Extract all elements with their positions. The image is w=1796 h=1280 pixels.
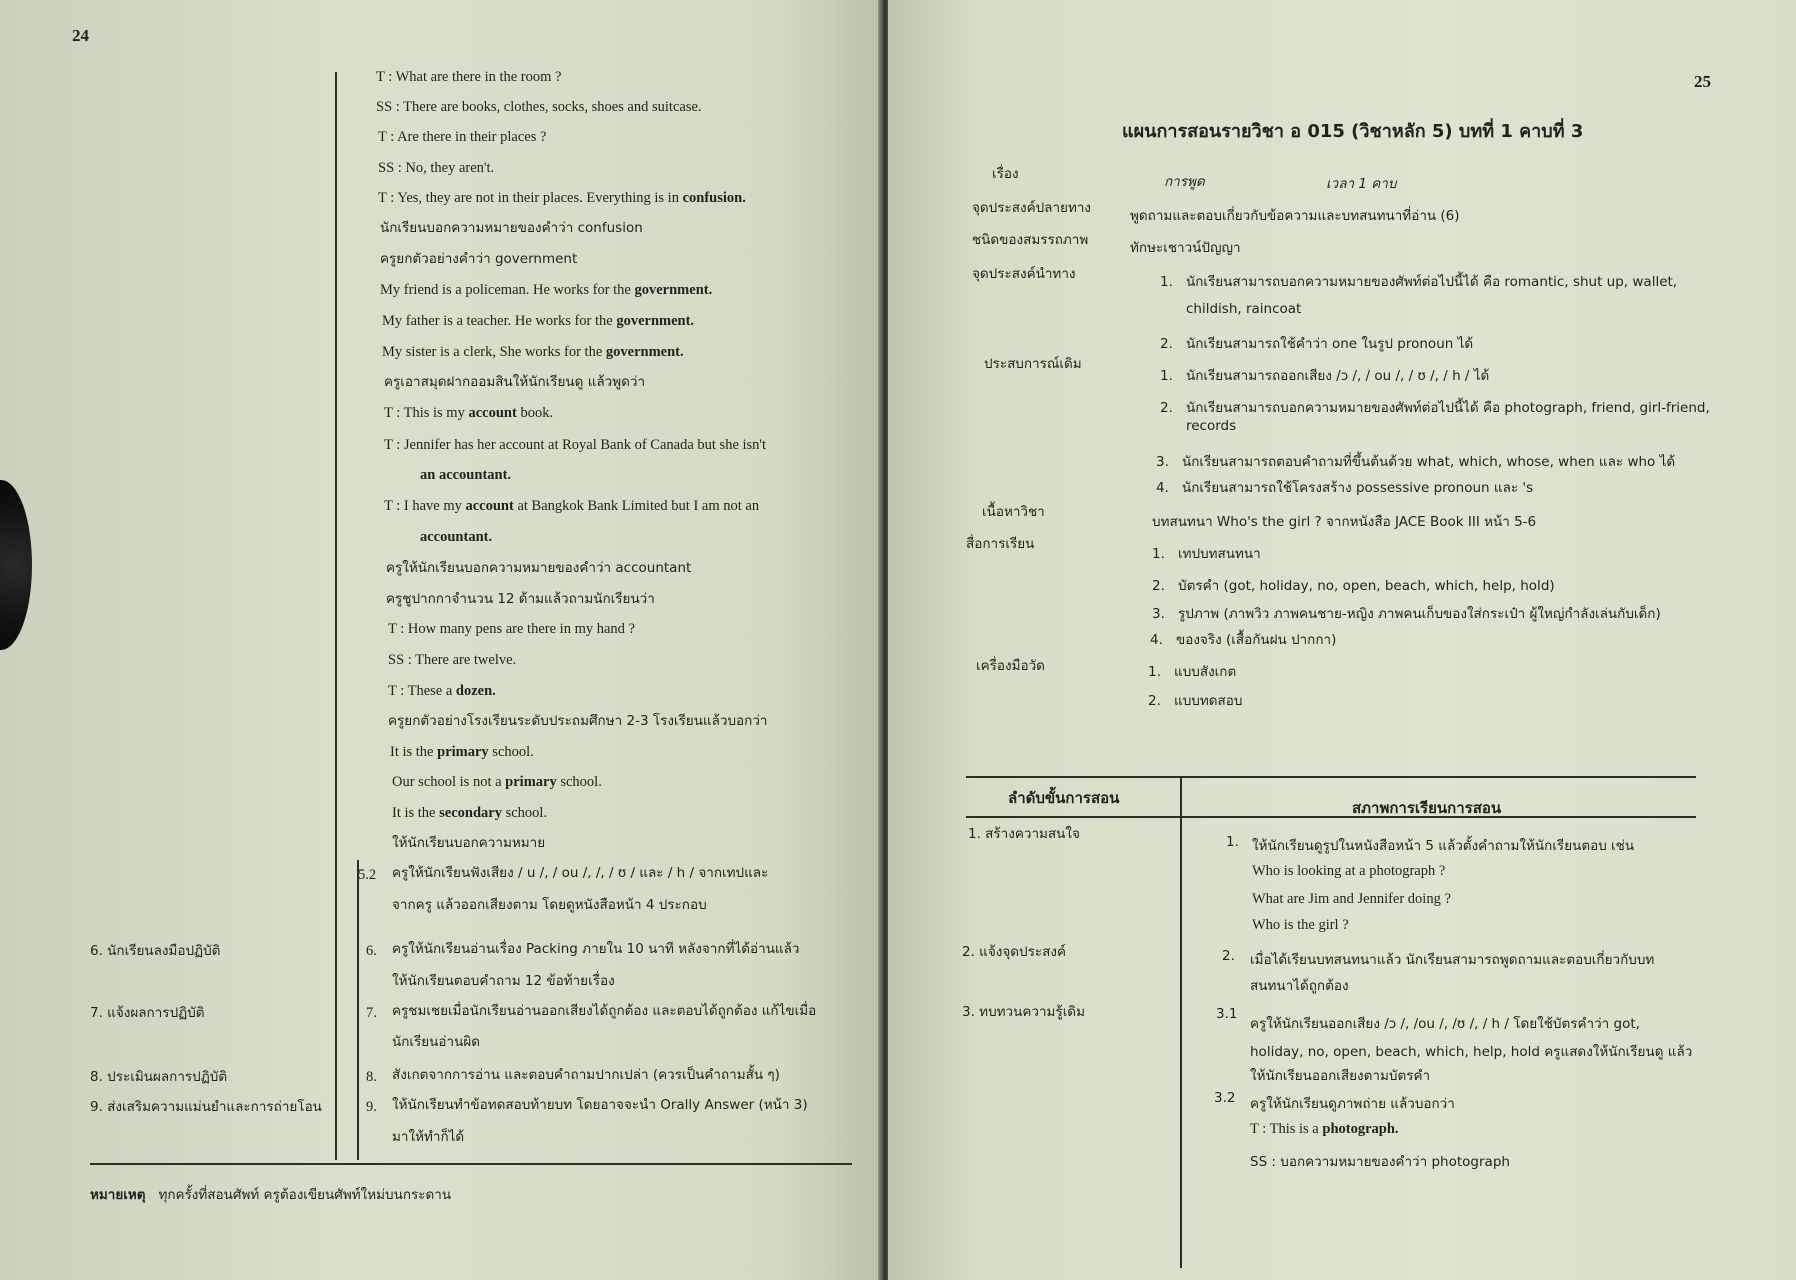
left-column-divider xyxy=(335,72,337,1160)
text-line: It is the secondary school. xyxy=(392,805,548,821)
table-step: 3. ทบทวนความรู้เดิม xyxy=(962,1004,1085,1020)
text-line: ครูยกตัวอย่างโรงเรียนระดับประถมศึกษา 2-3 โรงเรียนแล้วบอกว่า xyxy=(388,713,768,729)
table-header-steps: ลำดับขั้นการสอน xyxy=(1008,789,1120,807)
row-value: บทสนทนา Who's the girl ? จากหนังสือ JACE Book III หน้า 5-6 xyxy=(1152,514,1537,530)
activity-line: 2. xyxy=(1222,948,1235,964)
activity-line: Who is the girl ? xyxy=(1252,917,1349,933)
text-line: จากครู แล้วออกเสียงตาม โดยดูหนังสือหน้า 4 ประกอบ xyxy=(392,897,707,913)
media-item: 1. เทปบทสนทนา xyxy=(1152,546,1261,562)
media-item: 2. บัตรคำ (got, holiday, no, open, beach, which, help, hold) xyxy=(1152,578,1555,594)
experience-item: 1. นักเรียนสามารถออกเสียง /ɔ /, / ou /, / ʊ /, / h / ได้ xyxy=(1160,368,1490,384)
text-line: มาให้ทำก็ได้ xyxy=(392,1129,465,1145)
text-line: T : These a dozen. xyxy=(388,683,496,699)
text-line: ให้นักเรียนทำข้อทดสอบท้ายบท โดยอาจจะนำ Orally Answer (หน้า 3) xyxy=(392,1097,808,1113)
table-top-rule xyxy=(966,776,1696,778)
left-bottom-rule xyxy=(90,1163,852,1165)
tool-item: 1. แบบสังเกต xyxy=(1148,664,1237,680)
left-step-divider xyxy=(357,860,359,1160)
activity-line: ให้นักเรียนออกเสียงตามบัตรคำ xyxy=(1250,1068,1431,1084)
row-value: การพูด xyxy=(1164,174,1205,190)
row-label: ชนิดของสมรรถภาพ xyxy=(972,232,1089,248)
activity-line: 3.1 xyxy=(1216,1006,1238,1022)
text-line: T : This is my account book. xyxy=(384,405,554,421)
text-line: ครูชูปากกาจำนวน 12 ด้ามแล้วถามนักเรียนว่า xyxy=(386,591,655,607)
text-line: My friend is a policeman. He works for the government. xyxy=(380,282,713,298)
experience-item: 3. นักเรียนสามารถตอบคำถามที่ขึ้นต้นด้วย what, which, whose, when และ who ได้ xyxy=(1156,454,1676,470)
text-line: T : What are there in the room ? xyxy=(376,69,562,85)
text-line: 5.2 xyxy=(358,867,377,883)
objective-item: 2. นักเรียนสามารถใช้คำว่า one ในรูป pronoun ได้ xyxy=(1160,336,1474,352)
text-line: ครูให้นักเรียนอ่านเรื่อง Packing ภายใน 10 นาที หลังจากที่ได้อ่านแล้ว xyxy=(392,941,800,957)
page-number-right: 25 xyxy=(1694,72,1711,91)
step-label: 8. ประเมินผลการปฏิบัติ xyxy=(90,1069,228,1085)
lesson-title: แผนการสอนรายวิชา อ 015 (วิชาหลัก 5) บทที่ 1 คาบที่ 3 xyxy=(1122,121,1584,142)
text-line: T : How many pens are there in my hand ? xyxy=(388,621,635,637)
text-line: ครูให้นักเรียนบอกความหมายของคำว่า accountant xyxy=(386,560,692,576)
table-column-divider xyxy=(1180,778,1182,1268)
media-item: 4. ของจริง (เสื้อกันฝน ปากกา) xyxy=(1150,632,1337,648)
experience-item: 2. นักเรียนสามารถบอกความหมายของศัพท์ต่อไปนี้ได้ คือ photograph, friend, girl-friend, xyxy=(1160,400,1710,416)
text-line: My father is a teacher. He works for the government. xyxy=(382,313,695,329)
experience-item: 4. นักเรียนสามารถใช้โครงสร้าง possessive pronoun และ 's xyxy=(1156,480,1534,496)
step-label: 7. แจ้งผลการปฏิบัติ xyxy=(90,1005,205,1021)
row-value: ทักษะเชาวน์ปัญญา xyxy=(1130,240,1241,256)
text-line: SS : There are twelve. xyxy=(388,652,517,668)
note-label: หมายเหตุ xyxy=(90,1187,146,1203)
activity-line: สนทนาได้ถูกต้อง xyxy=(1250,978,1349,994)
page-number-left: 24 xyxy=(72,26,89,45)
row-label: จุดประสงค์ปลายทาง xyxy=(972,200,1092,216)
binder-clip xyxy=(0,480,32,650)
table-header-activities: สภาพการเรียนการสอน xyxy=(1352,799,1502,817)
text-line: 8. xyxy=(366,1069,377,1085)
table-step: 1. สร้างความสนใจ xyxy=(968,826,1080,842)
text-line: an accountant. xyxy=(420,467,512,483)
text-line: T : Yes, they are not in their places. Everything is in confusion. xyxy=(378,190,746,206)
row-label: จุดประสงค์นำทาง xyxy=(972,266,1076,282)
activity-line: holiday, no, open, beach, which, help, hold ครูแสดงให้นักเรียนดู แล้ว xyxy=(1250,1044,1693,1060)
text-line: accountant. xyxy=(420,529,493,545)
text-line: ครูเอาสมุดฝากออมสินให้นักเรียนดู แล้วพูดว่า xyxy=(384,374,646,390)
text-line: นักเรียนอ่านผิด xyxy=(392,1034,481,1050)
text-line: SS : There are books, clothes, socks, shoes and suitcase. xyxy=(376,99,702,115)
activity-line: ครูให้นักเรียนออกเสียง /ɔ /, /ou /, /ʊ /, / h / โดยใช้บัตรคำว่า got, xyxy=(1250,1016,1640,1032)
row-label: เรื่อง xyxy=(992,166,1019,182)
text-line: T : Jennifer has her account at Royal Bank of Canada but she isn't xyxy=(384,437,767,453)
text-line: ครูให้นักเรียนฟังเสียง / u /, / ou /, /, / ʊ / และ / h / จากเทปและ xyxy=(392,865,769,881)
step-label: 6. นักเรียนลงมือปฏิบัติ xyxy=(90,943,221,959)
text-line: 7. xyxy=(366,1005,377,1021)
activity-line: T : This is a photograph. xyxy=(1250,1121,1399,1137)
text-line: 9. xyxy=(366,1099,377,1115)
row-label: เนื้อหาวิชา xyxy=(982,504,1045,520)
objective-item: childish, raincoat xyxy=(1186,301,1302,317)
text-line: ให้นักเรียนบอกความหมาย xyxy=(392,835,546,851)
text-line: 6. xyxy=(366,943,377,959)
text-line: ให้นักเรียนตอบคำถาม 12 ข้อท้ายเรื่อง xyxy=(392,973,615,989)
activity-line: What are Jim and Jennifer doing ? xyxy=(1252,891,1451,907)
media-item: 3. รูปภาพ (ภาพวิว ภาพคนชาย-หญิง ภาพคนเก็บของใส่กระเป๋า ผู้ใหญ่กำลังเล่นกับเด็ก) xyxy=(1152,606,1661,622)
activity-line: Who is looking at a photograph ? xyxy=(1252,863,1446,879)
text-line: T : Are there in their places ? xyxy=(378,129,547,145)
tool-item: 2. แบบทดสอบ xyxy=(1148,693,1243,709)
note xyxy=(90,1186,451,1204)
text-line: It is the primary school. xyxy=(390,744,534,760)
row-extra: เวลา 1 คาบ xyxy=(1326,176,1397,192)
text-line: T : I have my account at Bangkok Bank Limited but I am not an xyxy=(384,498,760,514)
row-label: ประสบการณ์เดิม xyxy=(984,356,1082,372)
activity-line: ให้นักเรียนดูรูปในหนังสือหน้า 5 แล้วตั้งคำถามให้นักเรียนตอบ เช่น xyxy=(1252,838,1635,854)
left-page xyxy=(0,0,882,1280)
step-label: 9. ส่งเสริมความแม่นยำและการถ่ายโอน xyxy=(90,1099,322,1115)
text-line: SS : No, they aren't. xyxy=(378,160,495,176)
text-line: My sister is a clerk, She works for the government. xyxy=(382,344,684,360)
text-line: ครูยกตัวอย่างคำว่า government xyxy=(380,251,578,267)
table-header-rule xyxy=(966,816,1696,818)
text-line: Our school is not a primary school. xyxy=(392,774,602,790)
row-label: เครื่องมือวัด xyxy=(976,658,1045,674)
activity-line: 3.2 xyxy=(1214,1090,1236,1106)
table-step: 2. แจ้งจุดประสงค์ xyxy=(962,944,1066,960)
activity-line: เมื่อได้เรียนบทสนทนาแล้ว นักเรียนสามารถพูดถามและตอบเกี่ยวกับบท xyxy=(1250,952,1655,968)
activity-line: SS : บอกความหมายของคำว่า photograph xyxy=(1250,1154,1510,1170)
text-line: ครูชมเชยเมื่อนักเรียนอ่านออกเสียงได้ถูกต้อง และตอบได้ถูกต้อง แก้ไขเมื่อ xyxy=(392,1003,817,1019)
row-value: พูดถามและตอบเกี่ยวกับข้อความและบทสนทนาที่อ่าน (6) xyxy=(1130,208,1460,224)
activity-line: ครูให้นักเรียนดูภาพถ่าย แล้วบอกว่า xyxy=(1250,1096,1455,1112)
text-line: สังเกตจากการอ่าน และตอบคำถามปากเปล่า (ควรเป็นคำถามสั้น ๆ) xyxy=(392,1067,780,1083)
row-label: สื่อการเรียน xyxy=(966,536,1035,552)
experience-item: records xyxy=(1186,418,1237,434)
objective-item: 1. นักเรียนสามารถบอกความหมายของศัพท์ต่อไปนี้ได้ คือ romantic, shut up, wallet, xyxy=(1160,274,1678,290)
text-line: นักเรียนบอกความหมายของคำว่า confusion xyxy=(380,220,643,236)
activity-line: 1. xyxy=(1226,834,1239,850)
note-text: ทุกครั้งที่สอนศัพท์ ครูต้องเขียนศัพท์ใหม่บนกระดาน xyxy=(158,1187,452,1203)
